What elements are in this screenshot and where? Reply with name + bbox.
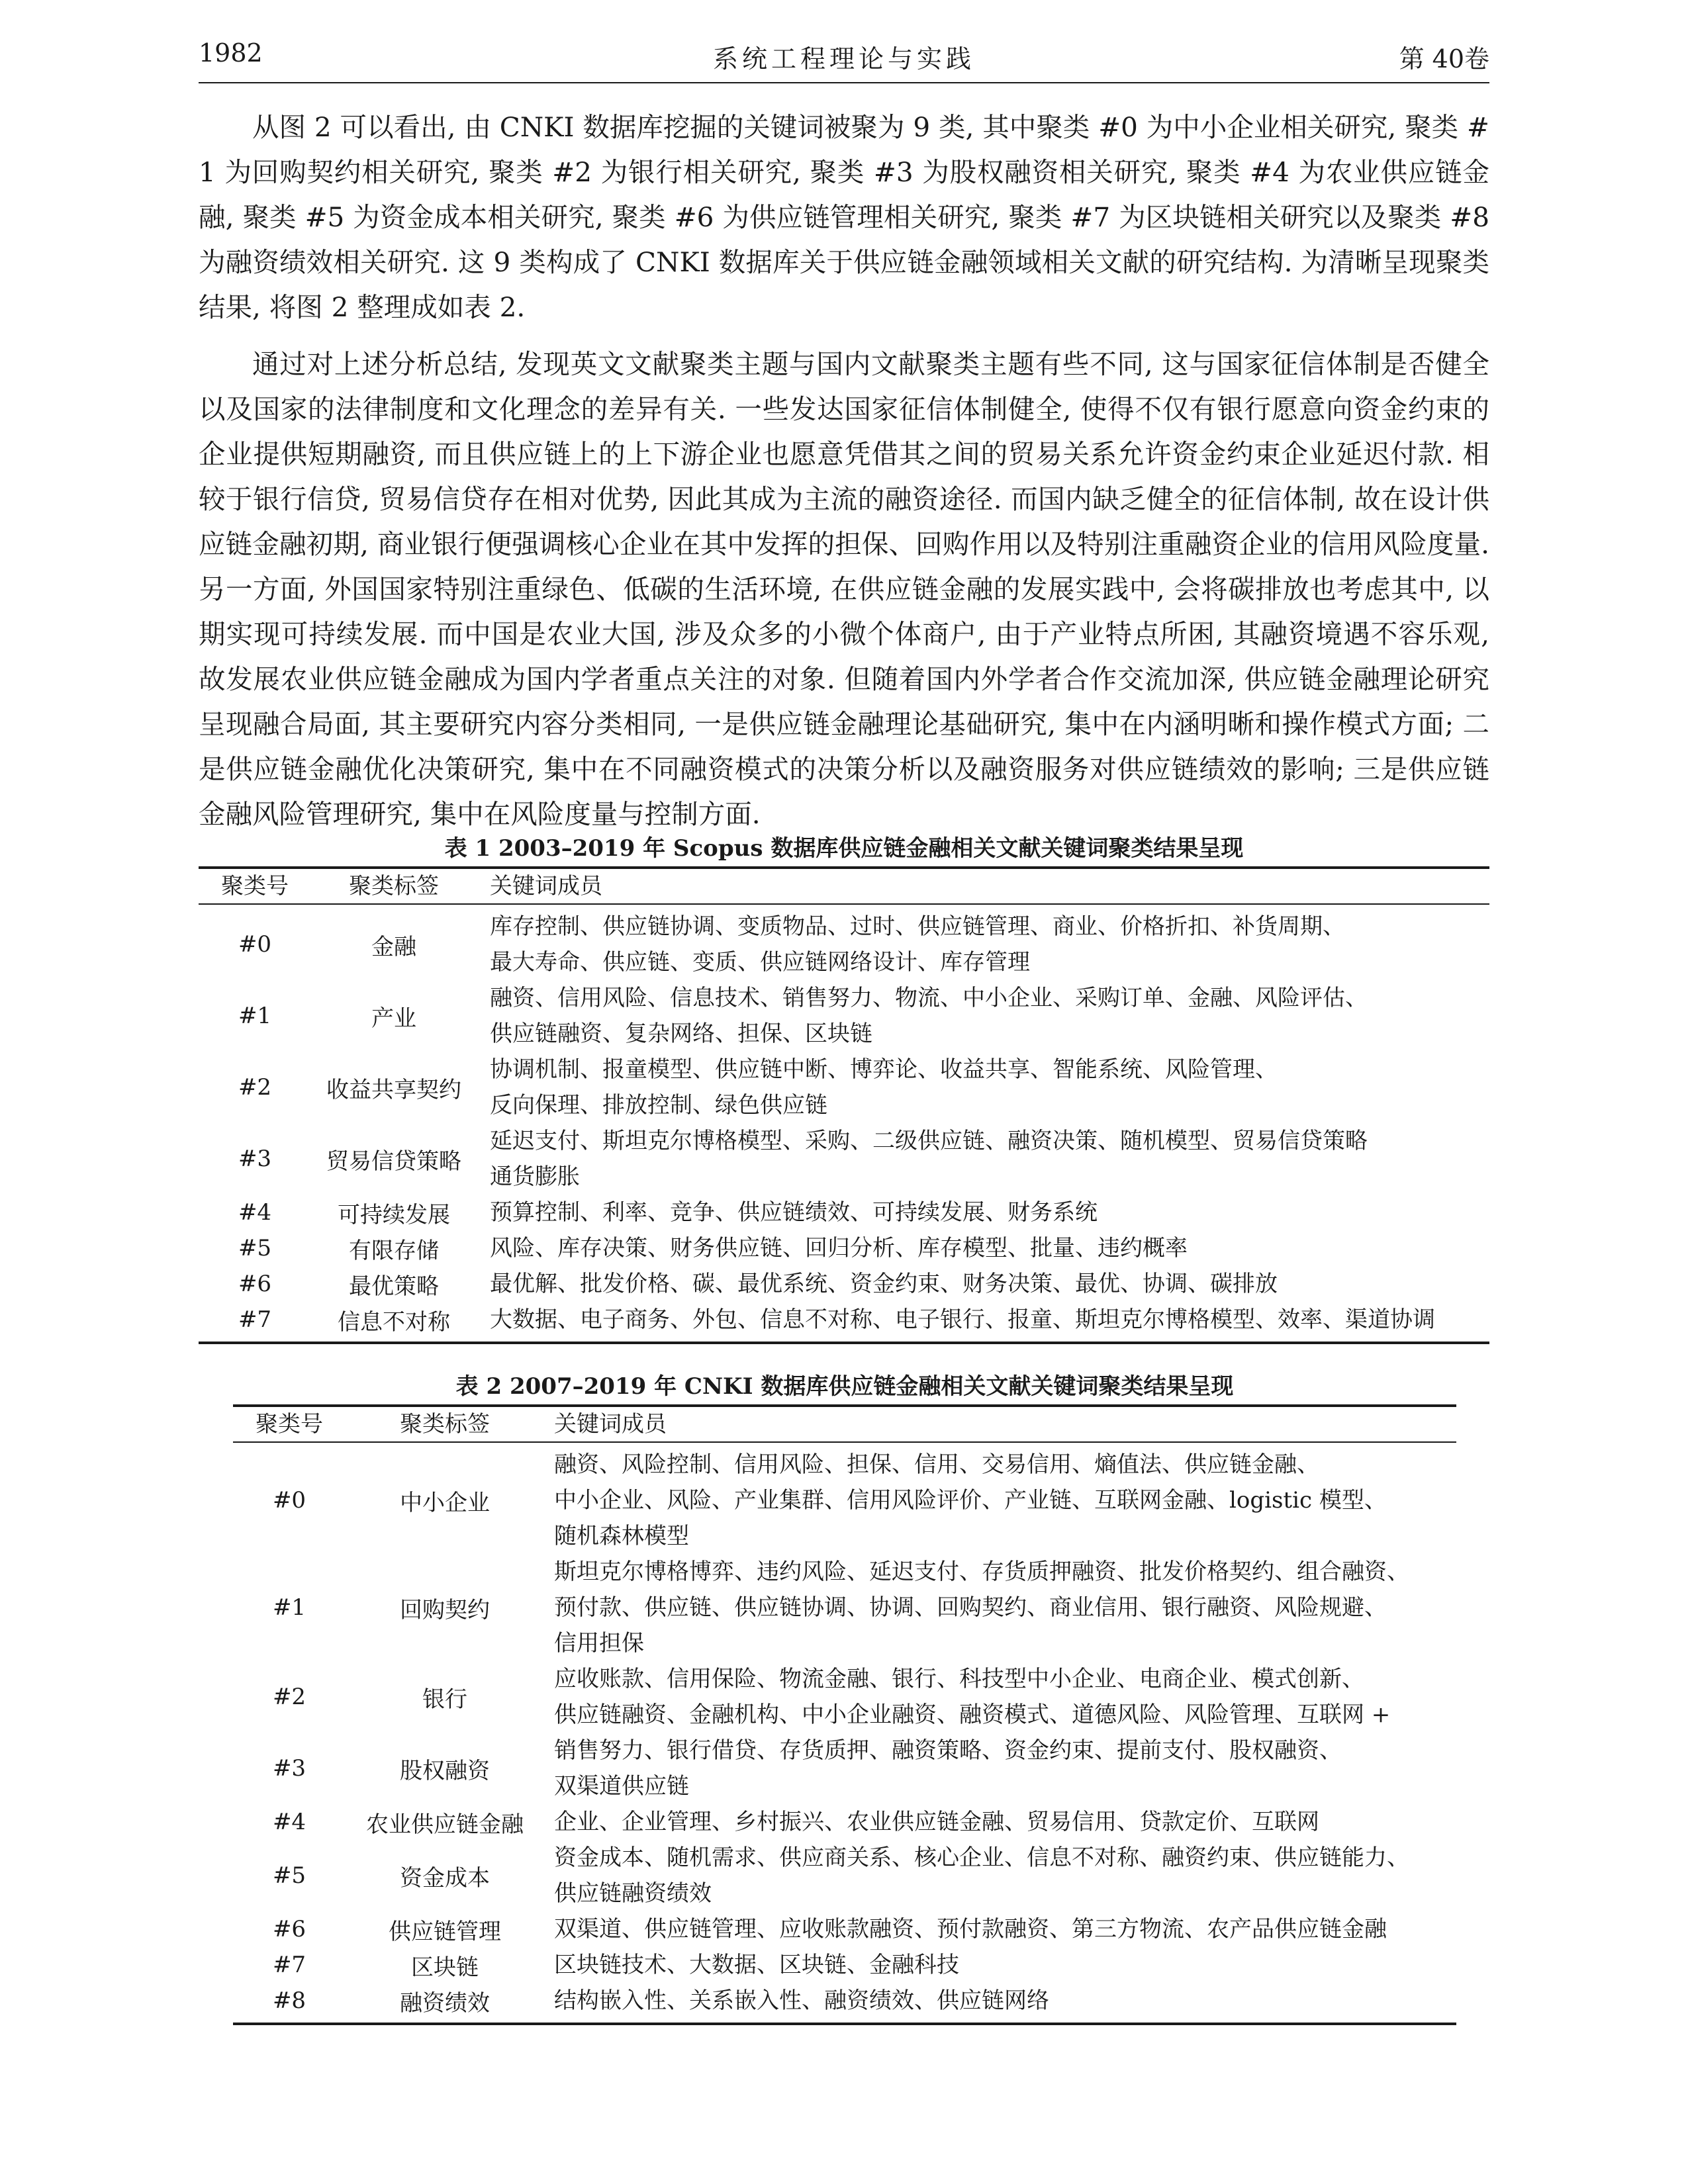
keyword-line: 预付款、供应链、供应链协调、协调、回购契约、商业信用、银行融资、风险规避、 [554, 1594, 1387, 1621]
cluster-label-cell: 产业 [371, 1005, 416, 1032]
table-2-title: 表 2 2007–2019 年 CNKI 数据库供应链金融相关文献关键词聚类结果呈现 [455, 1373, 1234, 1400]
cluster-id-cell: #2 [238, 1074, 272, 1101]
table-row [199, 980, 1489, 1052]
table-1-body [199, 905, 1489, 1342]
cluster-id-cell: #7 [272, 1952, 306, 1978]
page-number: 1982 [199, 38, 263, 68]
cluster-label-cell: 银行 [422, 1686, 467, 1713]
keywords-cell [554, 1804, 1456, 1840]
table-row [199, 1266, 1489, 1302]
keywords-cell [490, 1266, 1489, 1302]
cluster-id-cell: #5 [238, 1235, 272, 1261]
keyword-line: 结构嵌入性、关系嵌入性、融资绩效、供应链网络 [554, 1987, 1049, 2014]
table-row [199, 1052, 1489, 1123]
table-row [233, 1983, 1456, 2019]
cluster-label-cell: 融资绩效 [400, 1989, 490, 2017]
cluster-label-cell: 可持续发展 [338, 1201, 450, 1228]
keywords-cell [490, 1230, 1489, 1266]
keyword-line: 融资、信用风险、信息技术、销售努力、物流、中小企业、采购订单、金融、风险评估、 [490, 985, 1368, 1011]
keyword-line: 供应链融资绩效 [554, 1880, 712, 1907]
col-header-keywords: 关键词成员 [554, 1411, 667, 1437]
keyword-line: 斯坦克尔博格博弈、违约风险、延迟支付、存货质押融资、批发价格契约、组合融资、 [554, 1559, 1409, 1585]
cluster-id-cell: #1 [272, 1594, 306, 1621]
keywords-cell [490, 909, 1489, 980]
cluster-label-cell: 供应链管理 [389, 1918, 501, 1945]
table-row [199, 1230, 1489, 1266]
keyword-line: 中小企业、风险、产业集群、信用风险评价、产业链、互联网金融、logistic 模型、 [554, 1487, 1387, 1514]
col-header-cluster-id: 聚类号 [256, 1411, 323, 1437]
table-row [233, 1733, 1456, 1804]
keyword-line: 协调机制、报童模型、供应链中断、博弈论、收益共享、智能系统、风险管理、 [490, 1056, 1278, 1083]
col-header-cluster-label: 聚类标签 [400, 1411, 490, 1437]
keyword-line: 随机森林模型 [554, 1523, 689, 1549]
keyword-line: 信用担保 [554, 1630, 644, 1657]
cluster-id-cell: #1 [238, 1003, 272, 1029]
keyword-line: 通货膨胀 [490, 1163, 580, 1190]
keyword-line: 企业、企业管理、乡村振兴、农业供应链金融、贸易信用、贷款定价、互联网 [554, 1809, 1319, 1835]
keywords-cell [490, 1195, 1489, 1230]
table-1-bottom-rule [199, 1342, 1489, 1344]
cluster-label-cell: 区块链 [411, 1954, 479, 1981]
table-2 [233, 1369, 1456, 2025]
keywords-cell [554, 1947, 1456, 1983]
col-header-cluster-id: 聚类号 [221, 873, 289, 899]
paragraph-1: 从图 2 可以看出, 由 CNKI 数据库挖掘的关键词被聚为 9 类, 其中聚类 #0 为中小企业相关研究, 聚类 #1 为回购契约相关研究, 聚类 #2 为银行相关研究, 聚类 #3 为股权融资相关研究, 聚类 #4 为农业供应链金融, 聚类 #5 为资金成本相关研究, 聚类 #6 为供应链管理相关研究, 聚类 #7 为区块链相关研究以及聚类 #8 为融资绩效相关研究. 这 9 类构成了 CNKI 数据库关于供应链金融领域相关文献的研究结构. 为清晰呈现聚类结果, 将图 2 整理成如表 2. [199, 111, 1489, 323]
keywords-cell [490, 1302, 1489, 1338]
cluster-id-cell: #2 [272, 1684, 306, 1710]
cluster-id-cell: #8 [272, 1987, 306, 2014]
keywords-cell [554, 1840, 1456, 1911]
table-1 [199, 831, 1489, 1344]
table-row [233, 1911, 1456, 1947]
cluster-label-cell: 信息不对称 [338, 1308, 450, 1336]
keyword-line: 库存控制、供应链协调、变质物品、过时、供应链管理、商业、价格折扣、补货周期、 [490, 913, 1345, 940]
table-row [233, 1947, 1456, 1983]
table-row [233, 1840, 1456, 1911]
keywords-cell [554, 1983, 1456, 2019]
col-header-cluster-label: 聚类标签 [349, 873, 439, 899]
keyword-line: 融资、风险控制、信用风险、担保、信用、交易信用、熵值法、供应链金融、 [554, 1451, 1319, 1478]
cluster-label-cell: 金融 [371, 933, 416, 960]
table-row [233, 1447, 1456, 1554]
cluster-id-cell: #0 [238, 931, 272, 958]
keyword-line: 反向保理、排放控制、绿色供应链 [490, 1092, 827, 1118]
keyword-line: 销售努力、银行借贷、存货质押、融资策略、资金约束、提前支付、股权融资、 [554, 1737, 1342, 1764]
cluster-id-cell: #5 [272, 1862, 306, 1889]
table-row [233, 1661, 1456, 1733]
table-row [199, 1195, 1489, 1230]
table-row [233, 1804, 1456, 1840]
cluster-label-cell: 资金成本 [400, 1864, 490, 1891]
table-2-body [233, 1443, 1456, 2023]
header-rule [199, 82, 1489, 83]
keyword-line: 双渠道、供应链管理、应收账款融资、预付款融资、第三方物流、农产品供应链金融 [554, 1916, 1387, 1942]
keyword-line: 大数据、电子商务、外包、信息不对称、电子银行、报童、斯坦克尔博格模型、效率、渠道协调 [490, 1306, 1435, 1333]
table-1-title: 表 1 2003–2019 年 Scopus 数据库供应链金融相关文献关键词聚类结果呈现 [444, 835, 1244, 862]
table-row [233, 1554, 1456, 1661]
keyword-line: 供应链融资、金融机构、中小企业融资、融资模式、道德风险、风险管理、互联网 + [554, 1702, 1391, 1728]
cluster-id-cell: #7 [238, 1306, 272, 1333]
keyword-line: 区块链技术、大数据、区块链、金融科技 [554, 1952, 959, 1978]
keyword-line: 最优解、批发价格、碳、最优系统、资金约束、财务决策、最优、协调、碳排放 [490, 1271, 1278, 1297]
keywords-cell [490, 1052, 1489, 1123]
cluster-id-cell: #6 [238, 1271, 272, 1297]
cluster-label-cell: 农业供应链金融 [366, 1811, 524, 1838]
cluster-label-cell: 收益共享契约 [326, 1076, 461, 1103]
table-row [199, 1123, 1489, 1195]
cluster-id-cell: #3 [272, 1755, 306, 1782]
table-row [199, 1302, 1489, 1338]
keyword-line: 资金成本、随机需求、供应商关系、核心企业、信息不对称、融资约束、供应链能力、 [554, 1844, 1409, 1871]
cluster-label-cell: 最优策略 [349, 1273, 439, 1300]
keywords-cell [490, 1123, 1489, 1195]
table-2-header [233, 1407, 1456, 1441]
keywords-cell [554, 1661, 1456, 1733]
keyword-line: 双渠道供应链 [554, 1773, 689, 1799]
cluster-id-cell: #4 [272, 1809, 306, 1835]
keyword-line: 供应链融资、复杂网络、担保、区块链 [490, 1021, 872, 1047]
keywords-cell [554, 1447, 1456, 1554]
col-header-keywords: 关键词成员 [490, 873, 602, 899]
body-text [199, 105, 1489, 848]
keyword-line: 最大寿命、供应链、变质、供应链网络设计、库存管理 [490, 949, 1030, 976]
cluster-label-cell: 股权融资 [400, 1757, 490, 1784]
table-1-header [199, 869, 1489, 903]
keyword-line: 风险、库存决策、财务供应链、回归分析、库存模型、批量、违约概率 [490, 1235, 1188, 1261]
keyword-line: 延迟支付、斯坦克尔博格模型、采购、二级供应链、融资决策、随机模型、贸易信贷策略 [490, 1128, 1368, 1154]
cluster-id-cell: #6 [272, 1916, 306, 1942]
keywords-cell [490, 980, 1489, 1052]
journal-title: 系统工程理论与实践 [712, 44, 975, 73]
keyword-line: 应收账款、信用保险、物流金融、银行、科技型中小企业、电商企业、模式创新、 [554, 1666, 1364, 1692]
table-2-bottom-rule [233, 2023, 1456, 2025]
cluster-id-cell: #3 [238, 1146, 272, 1172]
volume-label: 第 40卷 [1399, 44, 1489, 73]
cluster-label-cell: 贸易信贷策略 [326, 1148, 461, 1175]
table-row [199, 909, 1489, 980]
keywords-cell [554, 1733, 1456, 1804]
keywords-cell [554, 1911, 1456, 1947]
cluster-label-cell: 有限存储 [349, 1237, 439, 1264]
running-header [199, 34, 1489, 81]
cluster-id-cell: #4 [238, 1199, 272, 1226]
keywords-cell [554, 1554, 1456, 1661]
cluster-id-cell: #0 [272, 1487, 306, 1514]
cluster-label-cell: 中小企业 [400, 1489, 490, 1516]
cluster-label-cell: 回购契约 [400, 1596, 490, 1623]
keyword-line: 预算控制、利率、竞争、供应链绩效、可持续发展、财务系统 [490, 1199, 1098, 1226]
paragraph-2: 通过对上述分析总结, 发现英文文献聚类主题与国内文献聚类主题有些不同, 这与国家征信体制是否健全以及国家的法律制度和文化理念的差异有关. 一些发达国家征信体制健全, 使得不仅有银行愿意向资金约束的企业提供短期融资, 而且供应链上的上下游企业也愿意凭借其之间的贸易关系允许资金约束企业延迟付款. 相较于银行信贷, 贸易信贷存在相对优势, 因此其成为主流的融资途径. 而国内缺乏健全的征信体制, 故在设计供应链金融初期, 商业银行便强调核心企业在其中发挥的担保、回购作用以及特别注重融资企业的信用风险度量. 另一方面, 外国国家特别注重绿色、低碳的生活环境, 在供应链金融的发展实践中, 会将碳排放也考虑其中, 以期实现可持续发展. 而中国是农业大国, 涉及众多的小微个体商户, 由于产业特点所困, 其融资境遇不容乐观, 故发展农业供应链金融成为国内学者重点关注的对象. 但随着国内外学者合作交流加深, 供应链金融理论研究呈现融合局面, 其主要研究内容分类相同, 一是供应链金融理论基础研究, 集中在内涵明晰和操作模式方面; 二是供应链金融优化决策研究, 集中在不同融资模式的决策分析以及融资服务对供应链绩效的影响; 三是供应链金融风险管理研究, 集中在风险度量与控制方面. [199, 348, 1489, 830]
